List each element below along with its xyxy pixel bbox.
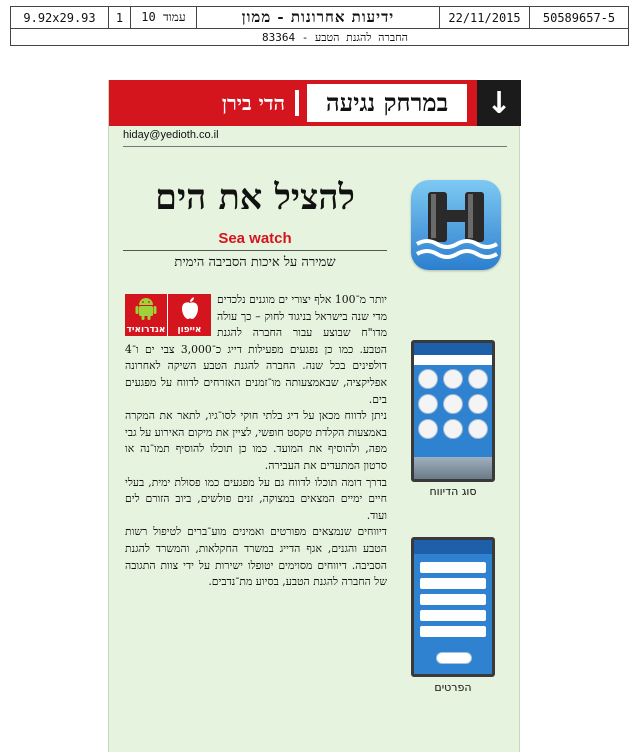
report-type-icon: [468, 419, 488, 439]
article-paragraph: דיווחים שנמצאים מפורטים ואמינים מוע־ברים לטיפול רשות הטבע והגנים, אגף הדייג במשרד החקלאות, והמשרד להגנת הסביבה. דיווחים מסוימים יטופלו ישירות על ידי צוות התגובה של החברה להגנת הטבע, בסיוע מת־נדבים.: [125, 525, 387, 589]
android-label: אנדרואיד: [126, 325, 166, 335]
banner-divider: [295, 90, 299, 116]
clipping-header: [10, 6, 629, 46]
column-title: במרחק נגיעה: [307, 84, 467, 122]
report-type-screenshot: [411, 340, 495, 482]
screenshot-caption: סוג הדיווח: [429, 485, 477, 498]
form-field: [420, 626, 486, 637]
apple-icon: [180, 296, 200, 320]
report-type-icon: [443, 419, 463, 439]
article-panel: [108, 80, 520, 752]
author-name: הדי בירן: [221, 90, 285, 115]
article-subheadline: שמירה על איכות הסביבה הימית: [174, 255, 336, 270]
header-rule: [123, 146, 507, 147]
form-field: [420, 578, 486, 589]
details-screenshot: [411, 537, 495, 677]
article-headline: להציל את הים: [155, 177, 355, 218]
form-field: [420, 594, 486, 605]
report-type-icon: [418, 369, 438, 389]
form-submit: [436, 652, 472, 664]
report-type-icon: [443, 394, 463, 414]
app-name: Sea watch: [218, 230, 292, 247]
clipping-date: 22/11/2015: [440, 7, 530, 28]
report-type-icon: [443, 369, 463, 389]
article-paragraph: יותר מ־100 אלף יצורי ים מוגנים נלכדים מדי שנה בישראל בניגוד לחוק – כך עולה מדו"ח שבוצע עבור החברה להגנת הטבע. כמו כן נפגעים מפעילות דייג כ־3,000 צבי ים ו־4 דולפינים בכל שנה. החברה להגנת הטבע השיקה לאחרונה אפליקציה, שבאמצעותה מו־זמנים האזרחים לדווח על מפגעים בים.: [125, 293, 387, 406]
form-field: [420, 562, 486, 573]
android-badge: [125, 294, 168, 336]
android-icon: [135, 296, 157, 320]
report-type-icon: [418, 419, 438, 439]
report-type-icon: [468, 394, 488, 414]
platform-badges: [125, 294, 211, 336]
report-type-icon: [418, 394, 438, 414]
iphone-label: אייפון: [177, 325, 202, 335]
author-email: hiday@yedioth.co.il: [123, 129, 219, 141]
clipping-header-row: [11, 7, 628, 29]
clipping-size: 9.92x29.93: [11, 7, 109, 28]
iphone-badge: [168, 294, 211, 336]
screenshot-header: [414, 540, 492, 554]
clipping-id: 50589657-5: [542, 10, 616, 25]
clipping-client: החברה להגנת הטבע - 83364: [262, 31, 408, 44]
report-type-icon: [468, 369, 488, 389]
report-type-grid: [418, 369, 488, 439]
arrow-down-icon: ↓: [477, 80, 521, 126]
screenshot-caption: הפרטים: [434, 681, 472, 694]
binoculars-icon: [411, 180, 501, 270]
clipping-page-number: 1: [109, 7, 131, 28]
article-paragraph: ניתן לדווח מכאן על דיג בלתי חוקי לסו־גיו, לתאר את המקרה באמצעות הקלדת טקסט חופשי, לציין את מיקום האירוע על גבי מפה, ולהוסיף את המועד. כמו כן תוכלו להוסיף תמו־נה או סרטון המתעדים את העבירה.: [125, 409, 387, 472]
clipping-page-label: עמוד 10: [131, 7, 197, 28]
form-field: [420, 610, 486, 621]
screenshot-title-bar: [414, 355, 492, 365]
clipping-publication: ידיעות אחרונות - ממון: [197, 7, 440, 28]
article-paragraph: בדרך דומה תוכלו לדווח גם על מפגעים כמו פסולת ימית, בעלי חיים ימיים המצאים במצוקה, זנים פולשים, ביוב הזורם לים ועוד.: [125, 475, 387, 522]
column-banner: [109, 80, 521, 126]
article-body: [125, 292, 387, 591]
screenshot-status-bar: [414, 343, 492, 355]
screenshot-seascape: [414, 457, 492, 479]
subtitle-rule: [123, 250, 387, 251]
